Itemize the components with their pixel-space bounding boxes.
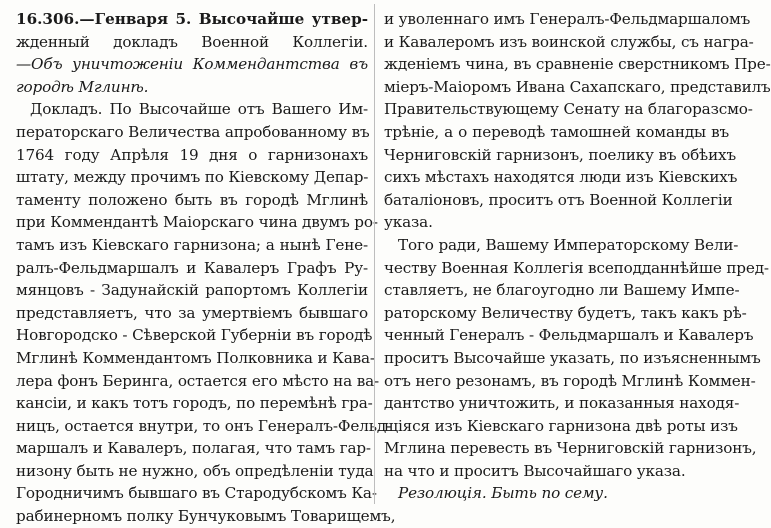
report-text-line: низону быть не нужно, объ опредѣленіи туда (16, 461, 374, 480)
left-column (16, 8, 396, 528)
report-text-line: тамъ изъ Кіевскаго гарнизона; а нынѣ Гене- (16, 235, 368, 254)
petition-text-line: на что и проситъ Высочайшаго указа. (384, 461, 686, 480)
report-text-line: 1764 году Апрѣля 19 дня о гарнизонахъ (16, 145, 368, 164)
report-text-line: Правительствующему Сенату на благоразсмо- (384, 100, 753, 119)
report-text-line: жденіемъ чина, въ сравненіе сверстникомъ Пре- (384, 55, 771, 74)
report-text-line: Докладъ. По Высочайше отъ Вашего Им- (30, 100, 368, 119)
petition-text-line: отъ него резонамъ, въ городѣ Мглинѣ Коммен- (384, 371, 756, 390)
report-text-line: Новгородско - Сѣверской Губерніи въ городѣ (16, 326, 373, 345)
report-text-line: кансіи, и какъ тотъ городъ, по перемѣнѣ гра- (16, 394, 373, 413)
report-text-line: Мглинѣ Коммендантомъ Полковника и Кава- (16, 348, 375, 367)
report-text-line: маршалъ и Кавалеръ, полагая, что тамъ гар- (16, 439, 371, 458)
petition-text-line: Мглина перевесть въ Черниговскій гарнизонъ, (384, 439, 757, 458)
report-text-line: ператорскаго Величества апробованному въ (16, 122, 370, 141)
petition-text-line: Того ради, Вашему Императорскому Вели- (398, 235, 739, 254)
report-text-line: штату, между прочимъ по Кіевскому Депар- (16, 168, 369, 187)
report-text-line: Городничимъ бывшаго въ Стародубскомъ Ка- (16, 484, 377, 503)
column-divider (374, 4, 375, 504)
report-text-line: и уволеннаго имъ Генералъ-Фельдмаршаломъ (384, 10, 751, 28)
petition-text-line: честву Военная Коллегія всеподданнѣйше пред- (384, 258, 769, 277)
report-text-line: и Кавалеромъ изъ воинской службы, съ награ- (384, 32, 754, 51)
right-column (384, 8, 771, 505)
decree-heading-line-1: 16.306.—Генваря 5. Высочайше утвер- (16, 10, 368, 28)
petition-text-line: щіяся изъ Кіевскаго гарнизона двѣ роты изъ (384, 416, 738, 435)
report-text-line: Черниговскій гарнизонъ, поелику въ обѣихъ (384, 145, 736, 164)
resolution-line: Резолюція. Быть по сему. (398, 484, 608, 503)
report-text-line: міеръ-Маіоромъ Ивана Сахапскаго, представилъ (384, 77, 771, 96)
decree-subject-line-2: городѣ Мглинѣ. (16, 77, 149, 96)
report-text-line: мянцовъ - Задунайскій рапортомъ Коллегіи (16, 281, 368, 300)
report-text-line: ралъ-Фельдмаршалъ и Кавалеръ Графъ Ру- (16, 258, 368, 277)
petition-text-line: ставляетъ, не благоугодно ли Вашему Импе- (384, 281, 740, 300)
report-text-line: баталіоновъ, проситъ отъ Военной Коллегіи (384, 190, 733, 209)
petition-text-line: раторскому Величеству будетъ, такъ какъ рѣ- (384, 303, 747, 322)
report-text-line: лера фонъ Беринга, остается его мѣсто на ва- (16, 371, 379, 390)
report-text-line: при Коммендантѣ Маіорскаго чина двумъ ро- (16, 213, 378, 232)
petition-text-line: дантство уничтожить, и показанныя находя- (384, 394, 740, 413)
decree-subject-line-1: —Объ уничтоженіи Коммендантства въ (16, 55, 368, 74)
report-text-line: таменту положено быть въ городѣ Мглинѣ (16, 190, 368, 209)
petition-text-line: проситъ Высочайше указать, по изъясненнымъ (384, 348, 761, 367)
report-text-line: сихъ мѣстахъ находятся люди изъ Кіевскихъ (384, 168, 738, 187)
report-text-line: ницъ, остается внутри, то онъ Генералъ-Фельд- (16, 416, 391, 435)
report-text-line: рабинерномъ полку Бунчуковымъ Товарищемъ, (16, 507, 396, 526)
decree-heading-line-2: жденный докладъ Военной Коллегіи. (16, 32, 368, 51)
report-text-line: трѣніе, а о переводѣ тамошней команды въ (384, 122, 729, 141)
report-text-line: представляетъ, что за умертвіемъ бывшаго (16, 303, 368, 322)
report-text-line: указа. (384, 213, 433, 232)
petition-text-line: ченный Генералъ - Фельдмаршалъ и Кавалеръ (384, 326, 754, 345)
